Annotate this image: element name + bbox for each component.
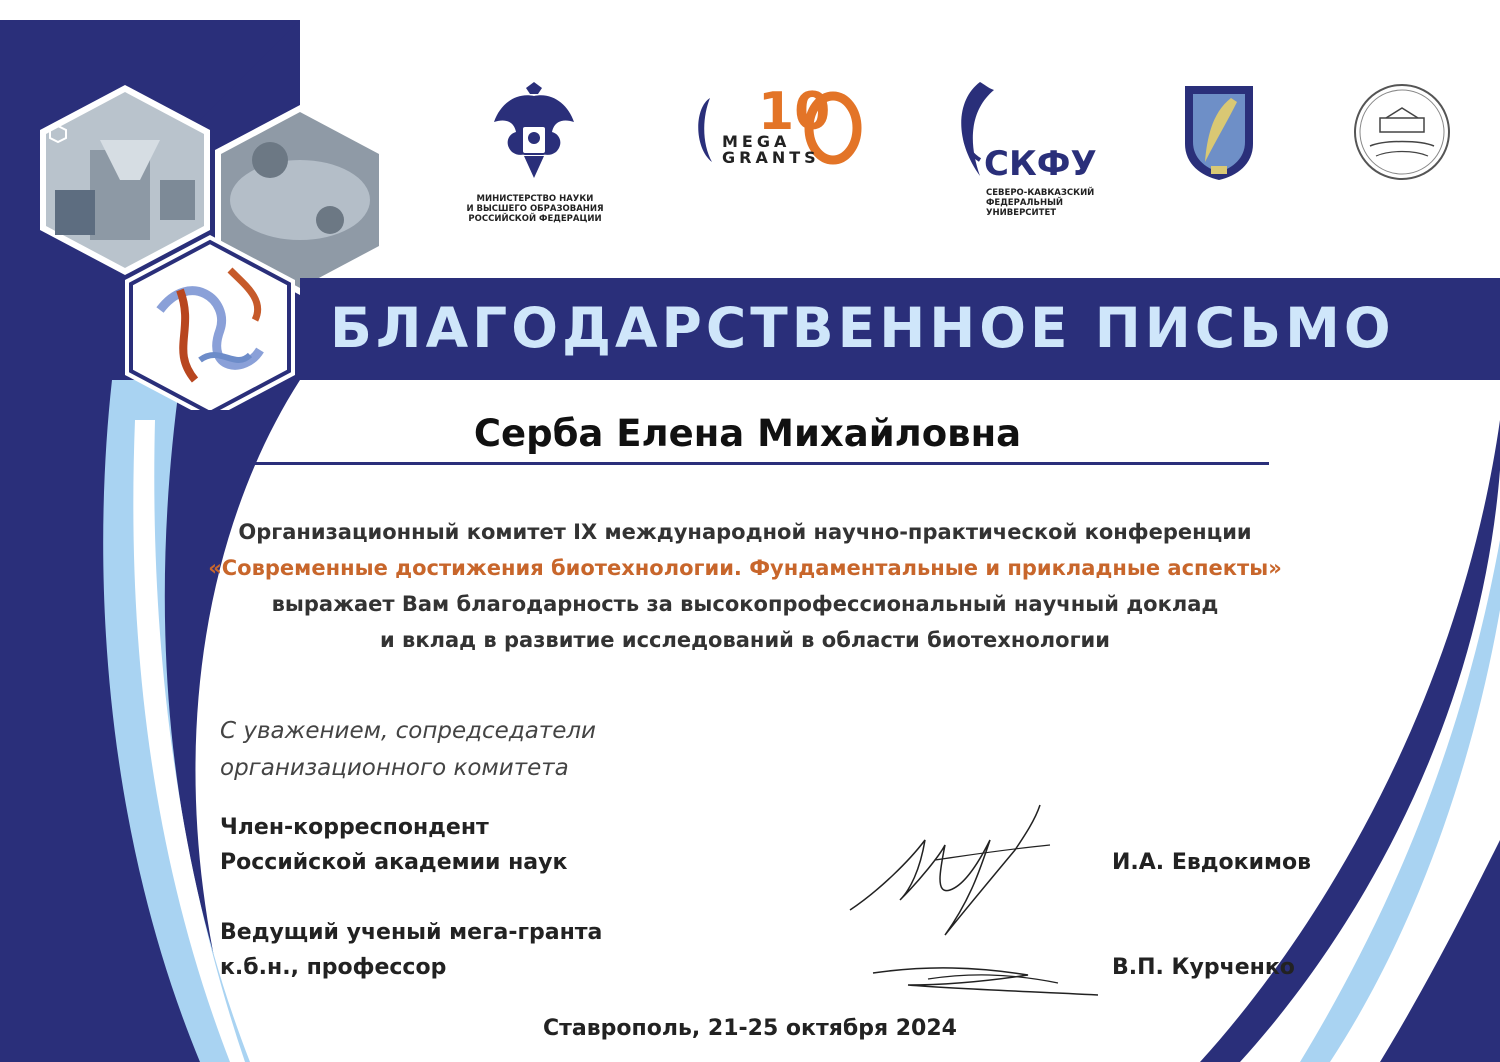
regards-line: С уважением, сопредседатели (220, 718, 597, 744)
signatory-title: Член-корреспондент (220, 815, 489, 840)
location-date: Ставрополь, 21-25 октября 2024 (543, 1016, 957, 1041)
page-title: БЛАГОДАРСТВЕННОЕ ПИСЬМО (330, 296, 1395, 360)
skfu-name: СКФУ (984, 144, 1097, 184)
signatory-title: Российской академии наук (220, 850, 568, 875)
russian-eagle-emblem-icon (486, 82, 582, 182)
ministry-caption-line: И ВЫСШЕГО ОБРАЗОВАНИЯ (466, 204, 604, 214)
megagrants-logo (690, 82, 865, 170)
body-line: выражает Вам благодарность за высокопрофессиональный научный доклад (271, 592, 1219, 616)
recipient-underline (224, 462, 1269, 465)
body-line: Организационный комитет IX международной научно-практической конференции (238, 520, 1252, 544)
body-line: и вклад в развитие исследований в области биотехнологии (380, 628, 1110, 652)
skfu-logo (950, 80, 1100, 220)
signatory-name: В.П. Курченко (1112, 955, 1295, 980)
signatory-title: Ведущий ученый мега-гранта (220, 920, 603, 945)
signature-kurchenko (868, 955, 1108, 1015)
shield-feather-emblem-icon (1181, 82, 1257, 182)
megagrants-grants: GRANTS (722, 148, 820, 167)
regards-line: организационного комитета (220, 755, 569, 781)
megagrants-mega: MEGA (722, 132, 791, 151)
megagrants-number: 10 (758, 82, 831, 142)
skfu-caption (986, 188, 1106, 218)
ministry-caption-line: МИНИСТЕРСТВО НАУКИ (476, 194, 594, 204)
signatory-title: к.б.н., профессор (220, 955, 447, 980)
recipient-name: Серба Елена Михайловна (473, 412, 1022, 455)
ministry-caption-line: РОССИЙСКОЙ ФЕДЕРАЦИИ (468, 214, 602, 224)
conference-title: «Современные достижения биотехнологии. Фундаментальные и прикладные аспекты» (208, 556, 1282, 580)
skfu-caption-line: СЕВЕРО-КАВКАЗСКИЙ (986, 188, 1095, 198)
signatory-name: И.А. Евдокимов (1112, 850, 1312, 875)
ras-300-years-seal-icon (1350, 82, 1454, 182)
skfu-caption-line: ФЕДЕРАЛЬНЫЙ (986, 198, 1063, 208)
signature-evdokimov (840, 800, 1060, 950)
skfu-caption-line: УНИВЕРСИТЕТ (986, 208, 1057, 218)
ministry-caption (466, 194, 604, 224)
